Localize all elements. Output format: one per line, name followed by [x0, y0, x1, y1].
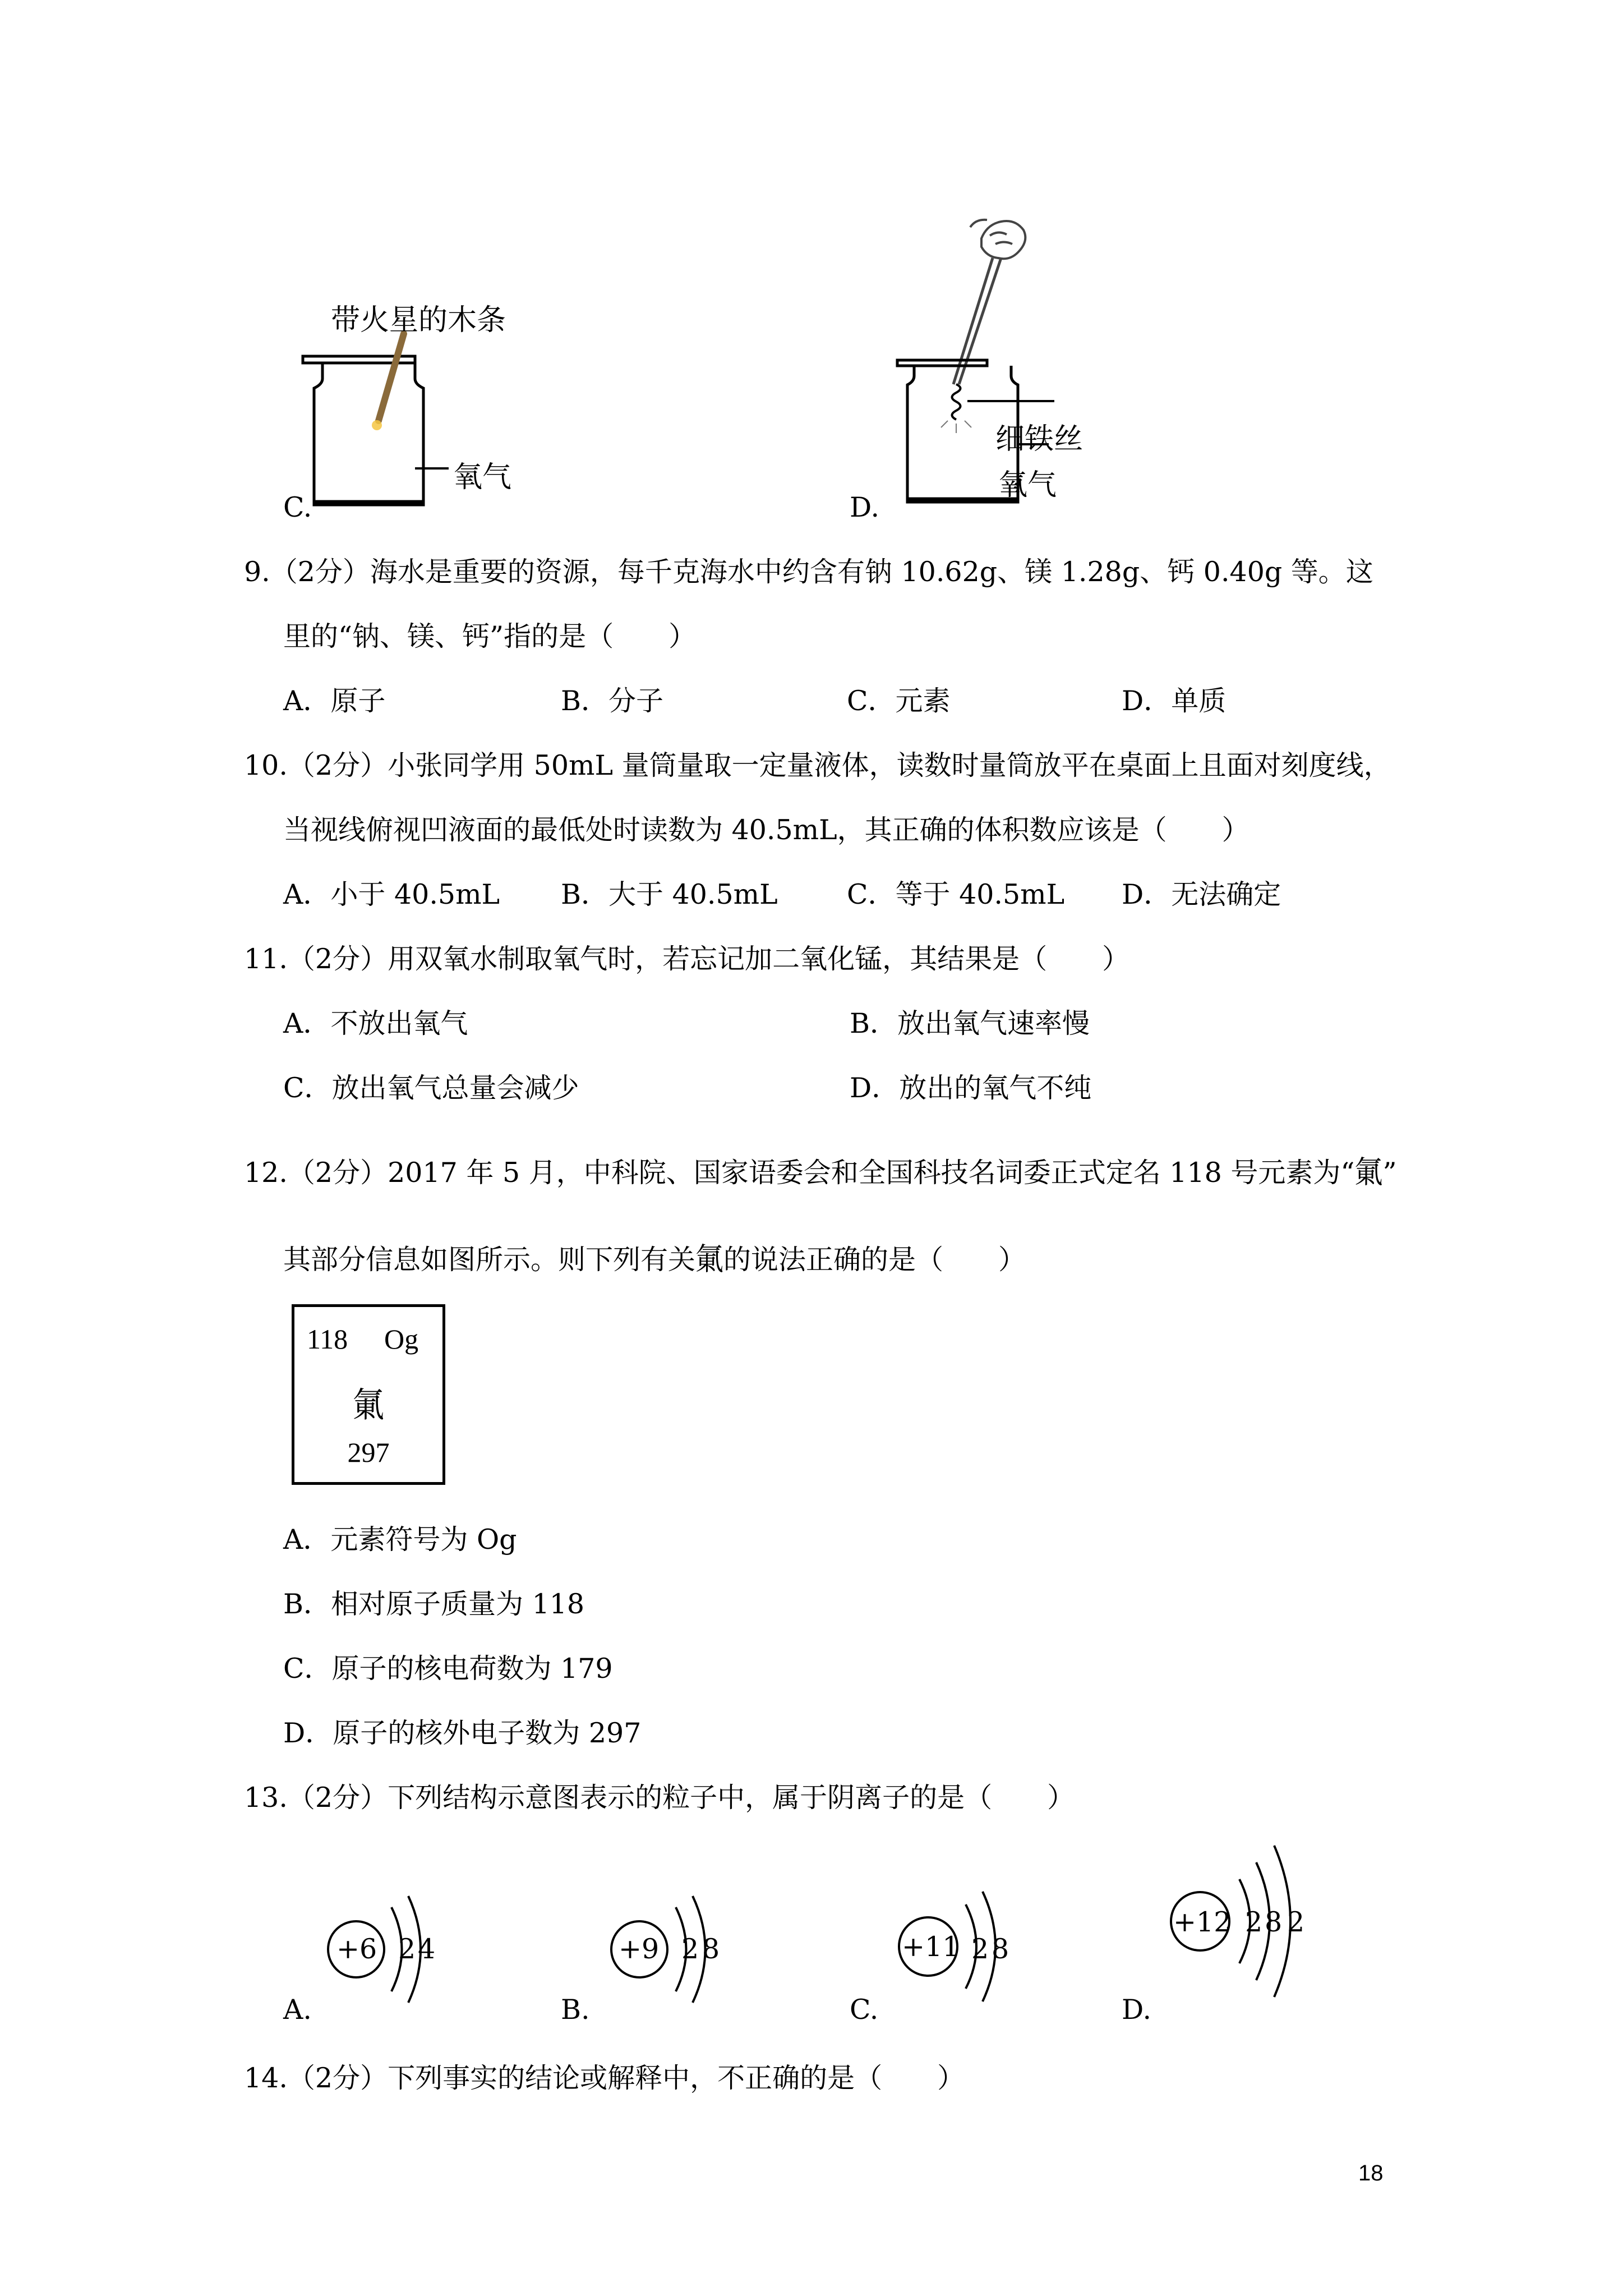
element-number: 118	[307, 1323, 348, 1355]
q9-option-a[interactable]: A．原子	[283, 685, 386, 717]
q11-stem: 11.（2分）用双氧水制取氧气时，若忘记加二氧化锰，其结果是（ ）	[244, 943, 1130, 975]
label-oxygen-c: 氧气	[453, 461, 512, 494]
q10-stem-line1: 10.（2分）小张同学用 50mL 量筒量取一定量液体，读数时量筒放平在桌面上且面对刻度线，	[244, 749, 1391, 781]
splint-icon	[379, 334, 404, 421]
element-symbol: Og	[384, 1323, 419, 1355]
q11-option-c[interactable]: C．放出氧气总量会减少	[283, 1072, 579, 1104]
atom-a-shell-2: 4	[418, 1933, 436, 1965]
q11-option-a[interactable]: A．不放出氧气	[283, 1007, 468, 1039]
q12-stem-line1-close: ”	[1382, 1157, 1397, 1189]
q12-option-d[interactable]: D．原子的核外电子数为 297	[283, 1717, 642, 1749]
sparks-icon	[941, 421, 971, 433]
q13-option-c-letter: C.	[850, 1994, 879, 2026]
atom-b-nucleus: +9	[619, 1933, 660, 1965]
label-iron-wire: 细铁丝	[995, 422, 1083, 456]
element-mass: 297	[347, 1437, 390, 1468]
q11-option-b[interactable]: B．放出氧气速率慢	[850, 1007, 1090, 1039]
atom-c-shell-2: 8	[992, 1933, 1009, 1965]
atom-a-shell-1: 2	[398, 1933, 416, 1965]
atom-b-shell-1: 2	[681, 1933, 699, 1965]
label-oxygen-d: 氧气	[998, 468, 1057, 502]
q9-option-c[interactable]: C．元素	[847, 685, 951, 717]
q11-option-d[interactable]: D．放出的氧气不纯	[850, 1072, 1092, 1104]
atom-c-shell-1: 2	[971, 1933, 989, 1965]
q12-stem-line1	[244, 1154, 1397, 1190]
label-match: 带火星的木条	[331, 303, 506, 337]
atom-diagram-b[interactable]	[561, 1851, 796, 2019]
atom-d-shell-3: 2	[1287, 1906, 1305, 1938]
q12-option-c[interactable]: C．原子的核电荷数为 179	[283, 1653, 613, 1685]
q9-stem-line1: 9.（2分）海水是重要的资源，每千克海水中约含有钠 10.62g、镁 1.28g、钙 0.40g 等。这	[244, 556, 1373, 588]
q10-option-a[interactable]: A．小于 40.5mL	[283, 878, 500, 910]
q13-option-b-letter: B.	[561, 1994, 590, 2026]
q13-stem: 13.（2分）下列结构示意图表示的粒子中，属于阴离子的是（ ）	[244, 1782, 1075, 1814]
q10-option-b[interactable]: B．大于 40.5mL	[561, 878, 778, 910]
atom-diagram-d[interactable]	[1138, 1823, 1374, 2036]
atom-b-shell-2: 8	[702, 1933, 720, 1965]
option-c-label: C.	[283, 491, 312, 523]
element-char: 氭	[1354, 1154, 1383, 1190]
q14-stem: 14.（2分）下列事实的结论或解释中，不正确的是（ ）	[244, 2062, 965, 2094]
hand-icon	[970, 220, 1025, 259]
q12-stem-line2	[283, 1241, 1026, 1277]
q9-option-d[interactable]: D．单质	[1122, 685, 1227, 717]
page-number: 18	[1358, 2161, 1384, 2185]
q10-stem-line2: 当视线俯视凹液面的最低处时读数为 40.5mL，其正确的体积数应该是（ ）	[283, 814, 1249, 846]
q12-option-b[interactable]: B．相对原子质量为 118	[283, 1588, 585, 1620]
q9-option-b[interactable]: B．分子	[561, 685, 664, 717]
atom-a-nucleus: +6	[336, 1933, 377, 1965]
q13-option-d-letter: D.	[1122, 1994, 1152, 2026]
q10-option-d[interactable]: D．无法确定	[1122, 878, 1281, 910]
atom-d-shell-2: 8	[1265, 1906, 1283, 1938]
atom-c-nucleus: +11	[902, 1931, 960, 1963]
element-char: 氭	[695, 1241, 724, 1277]
q12-stem-line2-text: 其部分信息如图所示。则下列有关	[283, 1244, 696, 1276]
q12-stem-line2-rest: 的说法正确的是（ ）	[723, 1244, 1026, 1276]
atom-diagram-b-svg	[561, 1851, 796, 2019]
q10-option-c[interactable]: C．等于 40.5mL	[847, 878, 1065, 910]
q9-stem-line2: 里的“钠、镁、钙”指的是（ ）	[283, 620, 697, 652]
q13-option-a-letter: A.	[283, 1994, 312, 2026]
jar-wire-figure	[875, 213, 1110, 516]
element-name: 氭	[353, 1385, 384, 1425]
iron-wire-icon	[952, 384, 961, 420]
q12-option-a[interactable]: A．元素符号为 Og	[283, 1524, 517, 1556]
jar-c	[303, 356, 423, 505]
atom-d-nucleus: +12	[1173, 1906, 1232, 1938]
element-card	[292, 1304, 445, 1485]
atom-diagram-a[interactable]	[280, 1851, 516, 2019]
option-d-label: D.	[850, 491, 880, 523]
spark-icon	[372, 420, 382, 430]
q12-stem-line1-text: 12.（2分）2017 年 5 月，中科院、国家语委会和全国科技名词委正式定名 118 号元素为“	[244, 1157, 1355, 1189]
atom-d-shell-1: 2	[1245, 1906, 1263, 1938]
